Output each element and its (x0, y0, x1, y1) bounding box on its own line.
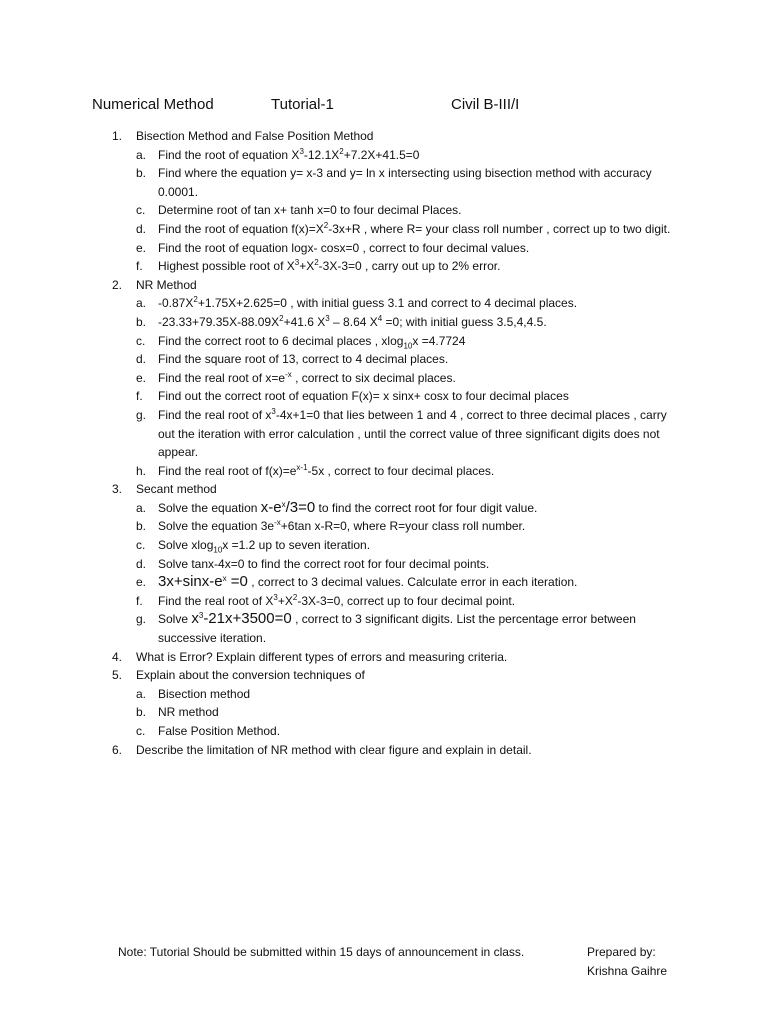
item-text: , correct to 3 decimal values. Calculate error in each iteration. (247, 575, 578, 590)
exponent: 3 (299, 146, 304, 156)
item-letter: c. (136, 724, 146, 738)
author-name: Krishna Gaihre (587, 964, 668, 978)
item-letter: c. (136, 203, 146, 218)
item-text: +41.6 X (283, 314, 326, 329)
item-text: -3X-3=0 , carry out up to 2% error. (318, 259, 501, 274)
question-3c (0, 536, 768, 555)
question-3f (0, 592, 768, 611)
exponent: 3 (325, 313, 330, 323)
exponent: 2 (292, 592, 298, 602)
item-text: Find the real root of X (158, 593, 274, 608)
question-number: 6. (112, 742, 123, 757)
item-letter: f. (136, 593, 143, 608)
item-letter: a. (136, 296, 147, 311)
item-text: Solve tanx-4x=0 to find the correct root for four decimal points. (158, 556, 490, 571)
item-text: Solve the equation 3e (158, 519, 275, 534)
question-text: Bisection Method and False Position Method (136, 129, 374, 143)
document-header (0, 96, 768, 116)
item-letter: e. (136, 575, 147, 590)
subscript: 10 (403, 340, 413, 350)
exponent: 3 (271, 406, 276, 416)
class-label: Civil B-III/I (451, 96, 520, 113)
item-text: -3x+R , where R= your class roll number , correct up to two digit. (328, 221, 671, 236)
question-5c (0, 722, 768, 741)
question-1e (0, 239, 768, 258)
item-text: Find the root of equation f(x)=X (158, 221, 324, 236)
question-number: 2. (112, 277, 123, 292)
item-text: Find the square root of 13, correct to 4 decimal places. (158, 352, 449, 367)
item-text: Bisection method (158, 686, 251, 701)
item-text: +X (277, 593, 293, 608)
item-letter: g. (136, 612, 147, 627)
item-letter: a. (136, 686, 147, 701)
item-text: -23.33+79.35X-88.09X (158, 314, 280, 329)
question-number: 3. (112, 482, 123, 497)
question-2a (0, 294, 768, 313)
item-text: +1.75X+2.625=0 , with initial guess 3.1 and correct to 4 decimal places. (197, 296, 578, 311)
question-3g (0, 610, 768, 647)
question-number: 5. (112, 668, 123, 683)
item-text: Find the real root of x=e (158, 370, 286, 385)
exponent: 2 (279, 313, 284, 323)
item-letter: e. (136, 240, 147, 255)
equation-text: /3=0 (285, 498, 316, 516)
question-text: Secant method (136, 482, 217, 497)
question-2b (0, 313, 768, 332)
exponent: 3 (294, 258, 300, 268)
item-letter: b. (136, 705, 147, 720)
item-letter: e. (136, 370, 147, 385)
item-letter: d. (136, 221, 147, 236)
item-text: Determine root of tan x+ tanh x=0 to four decimal Places. (158, 203, 462, 218)
item-letter: h. (136, 463, 147, 478)
item-letter: c. (136, 333, 146, 348)
item-letter: d. (136, 352, 147, 367)
item-letter: g. (136, 407, 147, 422)
question-5a (0, 685, 768, 704)
item-text: Find the real root of x (158, 407, 272, 422)
course-title: Numerical Method (92, 96, 214, 113)
item-text: Solve (158, 612, 192, 627)
question-list (0, 127, 768, 759)
equation-text: -21x+3500=0 (203, 610, 292, 628)
question-text: Explain about the conversion techniques of (136, 668, 365, 683)
item-text: Find where the equation y= x-3 and y= ln x intersecting using bisection method with accuracy 0.0001. (158, 166, 652, 199)
question-text: Describe the limitation of NR method with clear figure and explain in detail. (136, 742, 532, 757)
question-1a (0, 146, 768, 165)
item-text: -0.87X (158, 296, 194, 311)
item-letter: d. (136, 556, 147, 571)
prepared-by-label: Prepared by: (587, 945, 656, 959)
item-letter: a. (136, 147, 147, 162)
item-text: x =1.2 up to seven iteration. (222, 538, 371, 553)
item-letter: c. (136, 538, 146, 553)
item-text: Find the root of equation X (158, 147, 300, 162)
question-2e (0, 369, 768, 388)
equation-text: x-e (260, 498, 282, 516)
item-letter: f. (136, 389, 143, 404)
item-text: Find the root of equation logx- cosx=0 , correct to four decimal values. (158, 240, 530, 255)
question-text: NR Method (136, 277, 197, 292)
item-text: +6tan x-R=0, where R=your class roll number. (280, 519, 526, 534)
item-text: -12.1X (303, 147, 340, 162)
item-text: Solve xlog (158, 538, 214, 553)
submission-note: Note: Tutorial Should be submitted within 15 days of announcement in class. (118, 945, 525, 959)
exponent: 2 (323, 220, 329, 230)
item-letter: f. (136, 259, 143, 274)
question-1c (0, 201, 768, 220)
question-5b (0, 703, 768, 722)
item-text: -3X-3=0, correct up to four decimal point. (297, 593, 516, 608)
question-1f (0, 257, 768, 276)
item-text: False Position Method. (158, 724, 281, 738)
question-text: What is Error? Explain different types of errors and measuring criteria. (136, 649, 508, 664)
exponent: 4 (377, 313, 383, 323)
question-2g (0, 406, 768, 462)
question-3e (0, 573, 768, 592)
question-4 (0, 648, 768, 667)
item-text: to find the correct root for four digit value. (315, 500, 538, 515)
item-text: Find the correct root to 6 decimal places , xlog (158, 333, 404, 348)
item-text: Highest possible root of X (158, 259, 295, 274)
equation-text: 3x+sinx-e (158, 573, 223, 591)
item-text: +X (299, 259, 315, 274)
exponent: -x (285, 369, 292, 379)
item-text: -5x , correct to four decimal places. (307, 463, 495, 478)
item-text: -4x+1=0 that lies between 1 and 4 , correct to three decimal places , carry out the iteration with error calculation , until the correct value of three significant digits does not appear. (158, 407, 667, 460)
tutorial-title: Tutorial-1 (271, 96, 334, 113)
item-text: Find the real root of f(x)=e (158, 463, 297, 478)
item-text: x =4.7724 (412, 333, 466, 348)
item-text: , correct to 3 significant digits. List the percentage error between successive iteration. (158, 612, 636, 646)
question-1b (0, 164, 768, 201)
question-2d (0, 350, 768, 369)
equation-text: =0 (226, 573, 248, 591)
item-text: NR method (158, 705, 219, 720)
exponent: 3 (273, 592, 278, 602)
question-2f (0, 387, 768, 406)
item-letter: b. (136, 166, 147, 181)
exponent: x-1 (296, 462, 308, 472)
item-text: Solve the equation (158, 500, 261, 515)
exponent: x (222, 574, 227, 584)
exponent: x (281, 499, 286, 509)
subscript: 10 (213, 545, 223, 555)
item-text: , correct to six decimal places. (291, 370, 456, 385)
item-letter: b. (136, 519, 147, 534)
question-1 (0, 127, 768, 146)
question-3a (0, 499, 768, 518)
question-2h (0, 462, 768, 481)
item-letter: b. (136, 314, 147, 329)
question-1d (0, 220, 768, 239)
question-3 (0, 480, 768, 499)
question-3d (0, 555, 768, 574)
item-letter: a. (136, 500, 147, 515)
item-text: Find out the correct root of equation F(x)= x sinx+ cosx to four decimal places (158, 389, 569, 404)
exponent: 2 (193, 295, 198, 305)
question-6 (0, 741, 768, 760)
item-text: +7.2X+41.5=0 (343, 147, 420, 162)
question-5 (0, 666, 768, 685)
question-number: 4. (112, 649, 123, 664)
question-number: 1. (112, 129, 123, 143)
equation-text: x (191, 610, 199, 628)
exponent: 2 (314, 258, 319, 268)
question-2c (0, 332, 768, 351)
item-text: – 8.64 X (329, 314, 378, 329)
item-text: =0; with initial guess 3.5,4,4.5. (382, 314, 547, 329)
exponent: -x (274, 518, 281, 528)
exponent: 3 (198, 611, 204, 621)
question-3b (0, 517, 768, 536)
question-2 (0, 276, 768, 295)
exponent: 2 (339, 146, 344, 156)
